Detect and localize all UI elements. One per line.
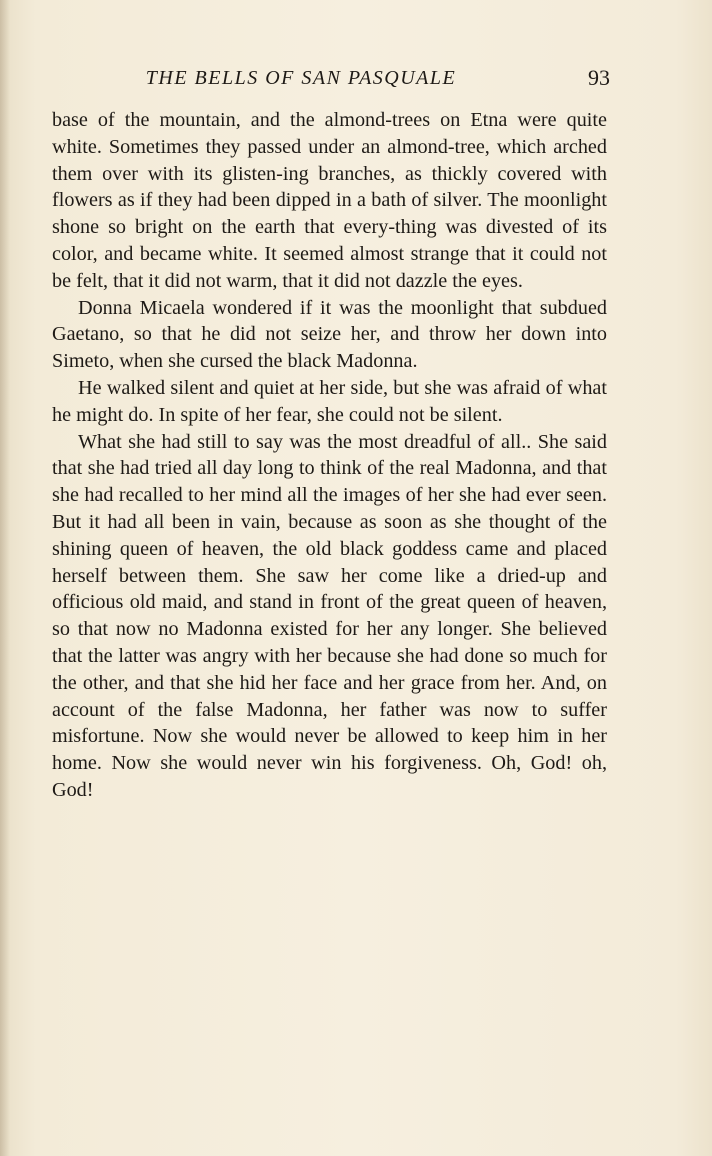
gutter-shadow bbox=[0, 0, 10, 1156]
page-header bbox=[50, 62, 612, 94]
paragraph: base of the mountain, and the almond-trees on Etna were quite white. Sometimes they passed under an almond-tree, which arched them over with its glisten-ing branches, as thickly covered with flowers as if they had been dipped in a bath of silver. The moonlight shone so bright on the earth that every-thing was divested of its color, and became white. It seemed almost strange that it could not be felt, that it did not warm, that it did not dazzle the eyes. bbox=[52, 109, 607, 292]
paragraph: Donna Micaela wondered if it was the moonlight that subdued Gaetano, so that he did not seize her, and throw her down into Simeto, when she cursed the black Madonna. bbox=[52, 296, 607, 373]
paragraph: What she had still to say was the most dreadful of all.. She said that she had tried all day long to think of the real Madonna, and that she had recalled to her mind all the images of her she had ever seen. But it had all been in vain, because as soon as she thought of the shining queen of heaven, the old black goddess came and placed herself between them. She saw her come like a dried-up and officious old maid, and stand in front of the great queen of heaven, so that now no Madonna existed for her any longer. She believed that the latter was angry with her because she had done so much for the other, and that she hid her face and her grace from her. And, on account of the false Madonna, her father was now to suffer misfortune. Now she would never be allowed to keep him in her home. Now she would never win his forgiveness. Oh, God! oh, God! bbox=[52, 430, 607, 801]
paragraph: He walked silent and quiet at her side, but she was afraid of what he might do. In spite of her fear, she could not be silent. bbox=[52, 376, 607, 426]
page-number: 93 bbox=[588, 65, 610, 90]
body-text bbox=[52, 107, 607, 804]
running-title: THE BELLS OF SAN PASQUALE bbox=[145, 67, 457, 89]
